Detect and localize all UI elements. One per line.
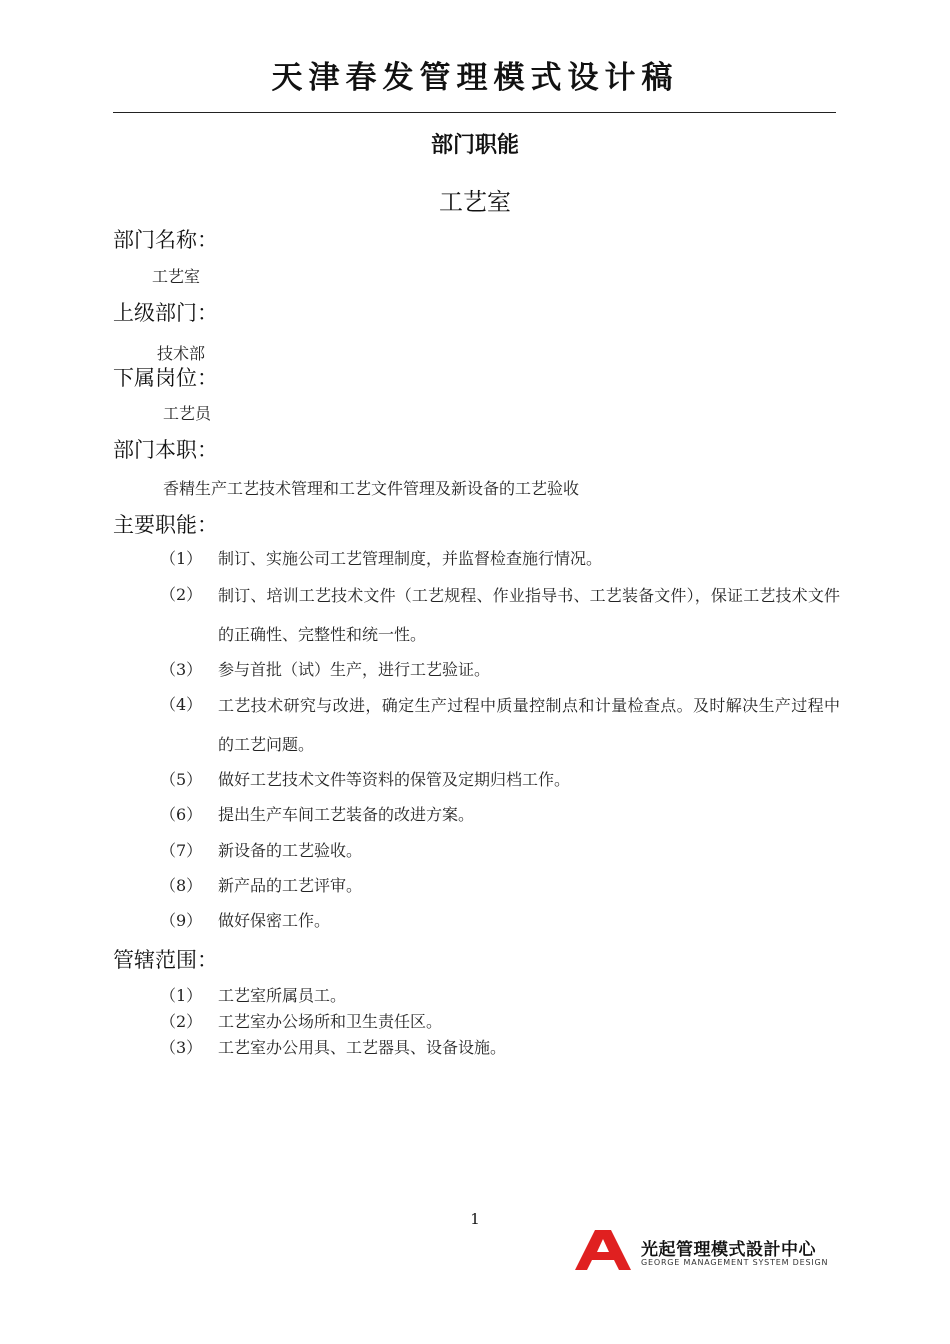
item-text: 新设备的工艺验收。 [218,841,363,860]
item-number: （2） [160,1012,203,1031]
item-number: （7） [160,841,203,860]
item-text: 制订、培训工艺技术文件（工艺规程、作业指导书、工艺装备文件），保证工艺技术文件的正确性、完整性和统一性。 [218,586,840,644]
item-number: （1） [160,986,203,1005]
item-number: （3） [160,660,203,679]
item-number: （4） [160,695,203,714]
page-title: 天津春发管理模式设计稿 [271,60,679,96]
item-text: 工艺技术研究与改进，确定生产过程中质量控制点和计量检查点。及时解决生产过程中的工艺问题。 [218,696,840,754]
item-text: 新产品的工艺评审。 [218,876,363,895]
logo-a-bar [599,1260,607,1270]
item-text: 提出生产车间工艺装备的改进方案。 [218,805,475,824]
company-logo [575,1225,840,1275]
item-text: 工艺室办公用具、工艺器具、设备设施。 [218,1038,507,1057]
item-number: （2） [160,585,203,604]
item-text: 参与首批（试）生产，进行工艺验证。 [218,660,491,679]
main-functions-label: 主要职能： [113,513,218,537]
item-text: 制订、实施公司工艺管理制度，并监督检查施行情况。 [218,549,603,568]
doc-heading: 部门职能 [430,133,519,158]
item-number: （8） [160,876,203,895]
item-text: 做好保密工作。 [218,911,331,930]
item-text: 做好工艺技术文件等资料的保管及定期归档工作。 [218,770,571,789]
dept-name-label: 部门名称： [113,228,218,252]
dept-name-value: 工艺室 [152,267,201,286]
item-number: （9） [160,911,203,930]
dept-duty-value: 香精生产工艺技术管理和工艺文件管理及新设备的工艺验收 [163,479,580,498]
logo-chinese-name: 光起管理模式設計中心 [641,1240,816,1260]
item-text: 工艺室办公场所和卫生责任区。 [218,1012,443,1031]
item-number: （1） [160,549,203,568]
item-number: （3） [160,1038,203,1057]
parent-dept-label: 上级部门： [113,301,218,325]
scope-label: 管辖范围： [113,948,218,972]
logo-a-icon [575,1228,635,1272]
item-text: 工艺室所属员工。 [218,986,347,1005]
logo-english-name: GEORGE MANAGEMENT SYSTEM DESIGN [641,1258,829,1267]
department-title: 工艺室 [439,188,511,216]
dept-duty-label: 部门本职： [113,438,218,462]
item-number: （5） [160,770,203,789]
sub-positions-value: 工艺员 [163,404,212,423]
item-number: （6） [160,805,203,824]
header-rule [113,112,836,113]
sub-positions-label: 下属岗位： [113,366,218,390]
page-number: 1 [470,1210,480,1228]
parent-dept-value: 技术部 [157,344,206,363]
